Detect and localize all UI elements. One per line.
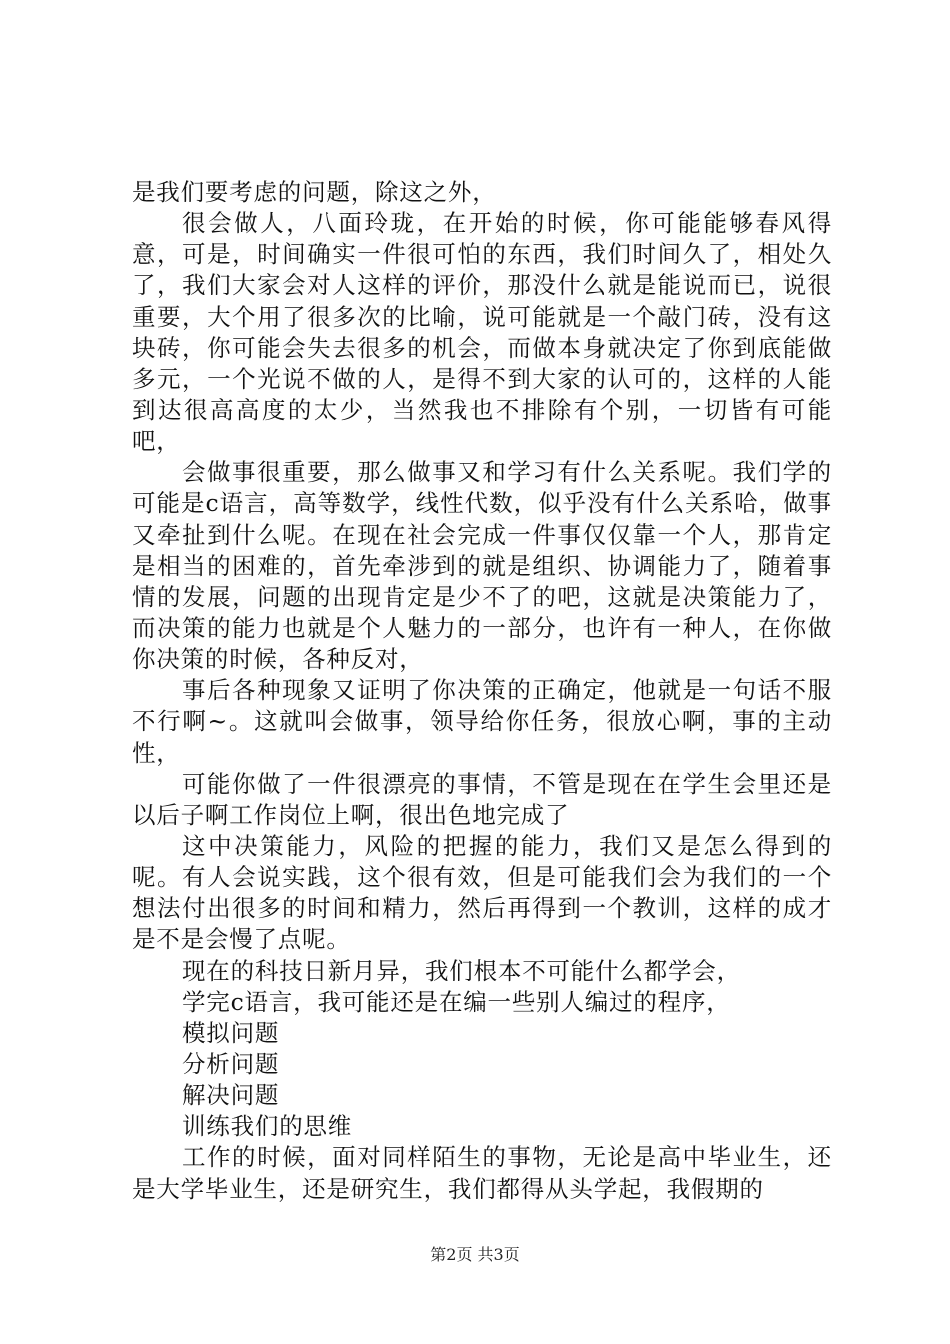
paragraph-9: 模拟问题: [182, 1018, 280, 1047]
paragraph-11: 解决问题: [182, 1081, 280, 1110]
paragraph-8: 学完c语言，我可能还是在编一些别人编过的程序，: [182, 987, 731, 1016]
paragraph-3: 会做事很重要，那么做事又和学习有什么关系呢。我们学的可能是c语言，高等数学，线性代数，似乎没有什么关系哈，做事又牵扯到什么呢。在现在社会完成一件事仅仅靠一个人，那肯定是相当的困难的，首先牵涉到的就是组织、协调能力了，随着事情的发展，问题的出现肯定是少不了的吧，这就是决策能力了，而决策的能力也就是个人魅力的一部分，也许有一种人，在你做你决策的时候，各种反对，: [132, 458, 832, 674]
paragraph-2: 很会做人，八面玲珑，在开始的时候，你可能能够春风得意，可是，时间确实一件很可怕的东西，我们时间久了，相处久了，我们大家会对人这样的评价，那没什么就是能说而已，说很重要，大个用了很多次的比喻，说可能就是一个敲门砖，没有这块砖，你可能会失去很多的机会，而做本身就决定了你到底能做多元，一个光说不做的人，是得不到大家的认可的，这样的人能到达很高高度的太少，当然我也不排除有个别，一切皆有可能吧，: [132, 209, 832, 456]
document-body: [132, 177, 832, 1205]
paragraph-12: 训练我们的思维: [182, 1112, 353, 1141]
paragraph-13: 工作的时候，面对同样陌生的事物，无论是高中毕业生，还是大学毕业生，还是研究生，我们都得从头学起，我假期的: [132, 1143, 832, 1203]
paragraph-7: 现在的科技日新月异，我们根本不可能什么都学会，: [182, 956, 741, 985]
paragraph-10: 分析问题: [182, 1049, 280, 1078]
paragraph-1: 是我们要考虑的问题，除这之外，: [132, 178, 497, 206]
page-number-footer: 第2页 共3页: [430, 1245, 520, 1264]
paragraph-4: 事后各种现象又证明了你决策的正确定，他就是一句话不服不行啊~。这就叫会做事，领导给你任务，很放心啊，事的主动性，: [132, 676, 832, 767]
paragraph-6: 这中决策能力，风险的把握的能力，我们又是怎么得到的呢。有人会说实践，这个很有效，但是可能我们会为我们的一个想法付出很多的时间和精力，然后再得到一个教训，这样的成才是不是会慢了点呢。: [132, 831, 832, 954]
paragraph-5: 可能你做了一件很漂亮的事情，不管是现在在学生会里还是以后子啊工作岗位上啊，很出色地完成了: [132, 769, 832, 829]
